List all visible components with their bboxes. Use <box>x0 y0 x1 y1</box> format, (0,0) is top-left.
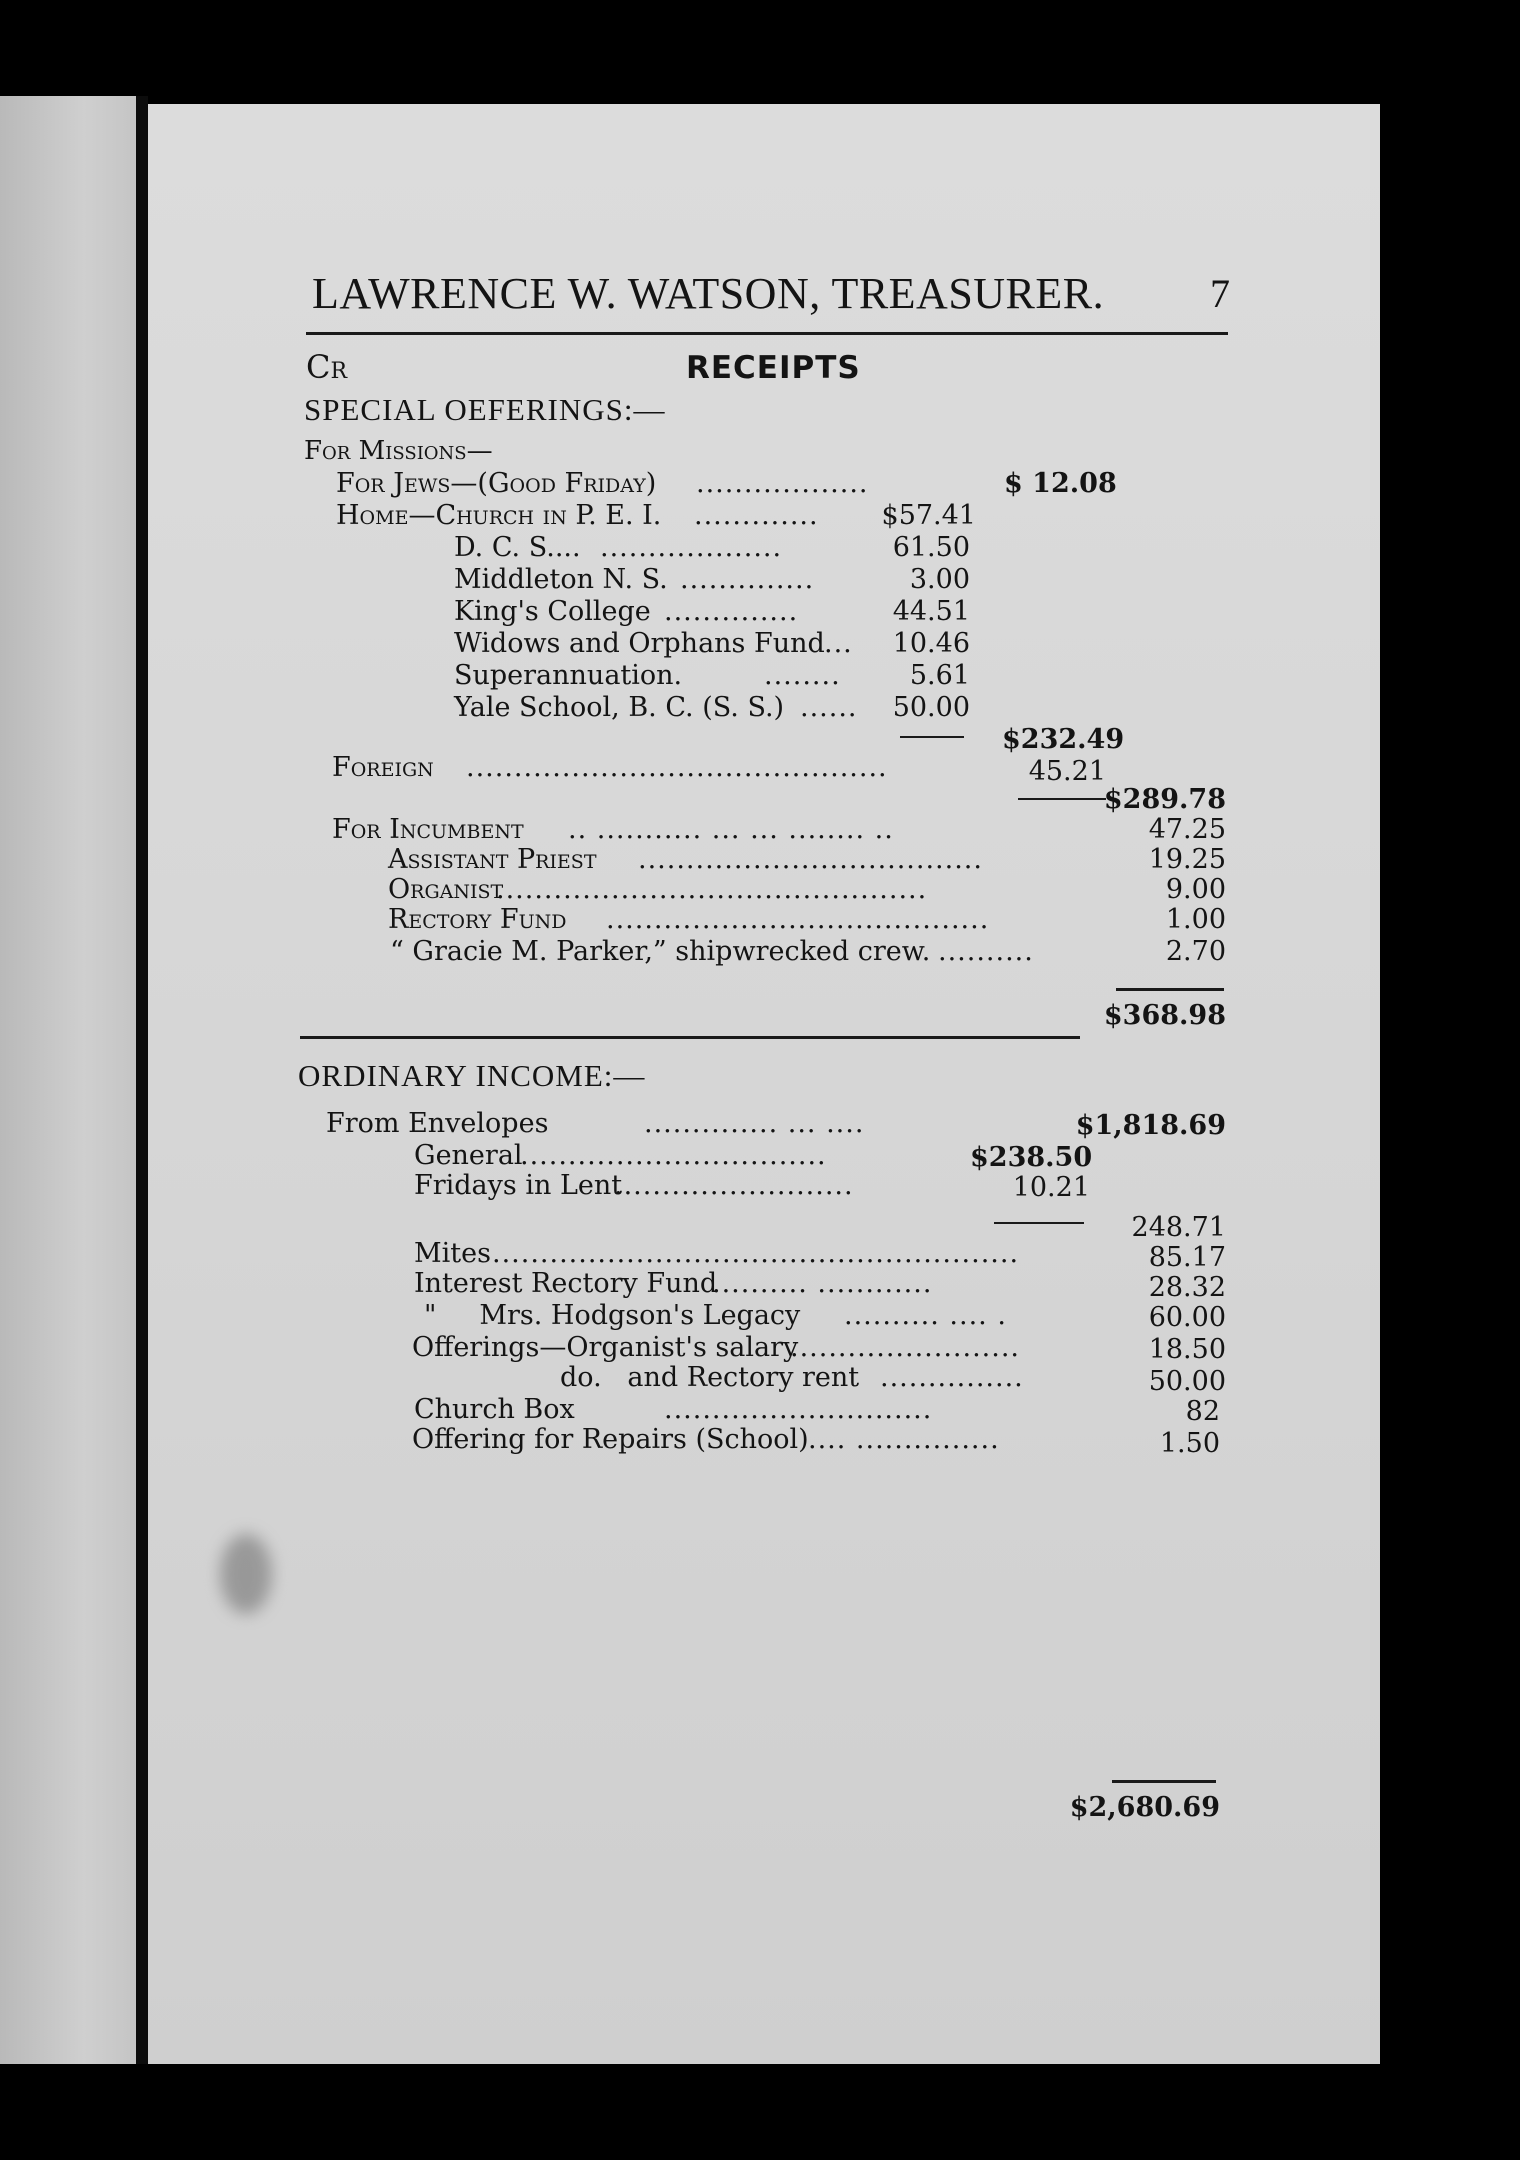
jews-label: For Jews—(Good Friday) <box>336 468 657 499</box>
ordinary-item-amount: 1.50 <box>1159 1428 1220 1459</box>
ordinary-item-label: do. and Rectory rent <box>560 1362 860 1393</box>
home-amount: $57.41 <box>881 500 976 531</box>
header-rule <box>306 332 1228 335</box>
special-total: $368.98 <box>1103 1000 1226 1031</box>
envelopes-label: From Envelopes <box>326 1108 549 1139</box>
ink-blot <box>220 1534 272 1614</box>
other-item-dots: ............................................. <box>496 874 928 905</box>
other-item-label: “ Gracie M. Parker,” shipwrecked crew. <box>390 936 931 967</box>
ordinary-item-amount: 18.50 <box>1148 1334 1226 1365</box>
special-offerings-heading: SPECIAL OEFERINGS:— <box>304 392 666 427</box>
home-item-label: Middleton N. S. <box>454 564 668 595</box>
fridays-label: Fridays in Lent <box>414 1170 623 1201</box>
ordinary-item-label: " Mrs. Hodgson's Legacy <box>424 1300 801 1331</box>
other-item-label: Organist <box>388 874 504 905</box>
ordinary-item-amount: 50.00 <box>1148 1366 1226 1397</box>
adjacent-page-edge <box>0 96 140 2064</box>
ordinary-item-amount: 60.00 <box>1148 1302 1226 1333</box>
general-label: General <box>414 1140 523 1171</box>
special-total-rule <box>1116 988 1224 991</box>
ordinary-item-amount: 82 <box>1185 1396 1220 1427</box>
ordinary-item-label: Church Box <box>414 1394 575 1425</box>
home-item-amount: 3.00 <box>909 564 970 595</box>
running-title: LAWRENCE W. WATSON, TREASURER. <box>312 269 1105 318</box>
home-item-label: Yale School, B. C. (S. S.) <box>454 692 785 723</box>
ordinary-item-amount: 85.17 <box>1148 1242 1226 1273</box>
home-item-amount: 50.00 <box>892 692 970 723</box>
envelopes-amount: $1,818.69 <box>1075 1110 1226 1141</box>
home-subtotal-rule <box>900 736 964 738</box>
ordinary-item-dots: ............... <box>880 1362 1024 1393</box>
ordinary-item-dots: ........................ <box>790 1332 1020 1363</box>
home-item-amount: 10.46 <box>892 628 970 659</box>
envelopes-subtotal-rule <box>994 1222 1084 1224</box>
home-item-dots: ... <box>824 628 853 659</box>
home-item-label: Superannuation. <box>454 660 683 691</box>
incumbent-amount: 47.25 <box>1148 814 1226 845</box>
foreign-label: Foreign <box>332 752 434 783</box>
grand-total-rule <box>1112 1780 1216 1783</box>
other-item-amount: 9.00 <box>1165 874 1226 905</box>
foreign-dots: ............................................ <box>466 752 888 783</box>
home-item-amount: 44.51 <box>892 596 970 627</box>
missions-heading: For Missions— <box>304 436 493 466</box>
home-item-dots: ........ <box>764 660 841 691</box>
general-dots: ................................ <box>520 1140 827 1171</box>
home-dots: ............. <box>694 500 819 531</box>
home-item-dots: ...... <box>800 692 858 723</box>
home-item-dots: ................... <box>600 532 783 563</box>
ordinary-item-dots: ....................................................... <box>492 1238 1020 1269</box>
home-item-label: Widows and Orphans Fund <box>454 628 825 659</box>
home-item-amount: 61.50 <box>892 532 970 563</box>
envelopes-subtotal: 248.71 <box>1131 1212 1226 1243</box>
incumbent-label: For Incumbent <box>332 814 524 845</box>
book-spine <box>136 96 148 2064</box>
cr-label: Cr <box>306 348 348 386</box>
other-item-label: Assistant Priest <box>388 844 597 875</box>
ordinary-income-heading: ORDINARY INCOME:— <box>298 1058 646 1093</box>
page-number: 7 <box>1210 271 1231 316</box>
ordinary-item-amount: 28.32 <box>1148 1272 1226 1303</box>
ordinary-item-label: Offerings—Organist's salary <box>412 1332 799 1363</box>
section-divider-rule <box>300 1036 1080 1039</box>
general-amount: $238.50 <box>970 1142 1093 1173</box>
other-item-amount: 19.25 <box>1148 844 1226 875</box>
section-title: RECEIPTS <box>686 350 861 386</box>
ordinary-item-label: Interest Rectory Fund <box>414 1268 718 1299</box>
foreign-amount: 45.21 <box>1028 756 1106 787</box>
other-item-dots: .......... <box>938 936 1034 967</box>
ordinary-item-dots: .... ............... <box>808 1424 1000 1455</box>
ordinary-item-dots: .......... .... . <box>844 1300 1007 1331</box>
home-item-dots: .............. <box>680 564 815 595</box>
ordinary-item-label: Mites <box>414 1238 491 1269</box>
jews-dots: .................. <box>696 468 869 499</box>
home-subtotal: $232.49 <box>1002 724 1125 755</box>
incumbent-dots: .. ........... ... ... ........ .. <box>568 814 894 845</box>
other-item-label: Rectory Fund <box>388 904 567 935</box>
ordinary-item-dots: ............................ <box>664 1394 933 1425</box>
other-item-dots: .................................... <box>638 844 983 875</box>
home-item-label: D. C. S.... <box>454 532 581 563</box>
envelopes-dots: .............. ... .... <box>644 1108 865 1139</box>
fridays-amount: 10.21 <box>1012 1172 1090 1203</box>
home-label: Home—Church in P. E. I. <box>336 500 662 531</box>
fridays-dots: ......................... <box>614 1170 854 1201</box>
other-item-amount: 1.00 <box>1165 904 1226 935</box>
grand-total: $2,680.69 <box>1069 1792 1220 1823</box>
missions-total-rule <box>1018 798 1106 800</box>
home-item-dots: .............. <box>664 596 799 627</box>
home-item-amount: 5.61 <box>909 660 970 691</box>
jews-amount: $ 12.08 <box>1004 468 1117 499</box>
missions-total: $289.78 <box>1103 784 1226 815</box>
ordinary-item-dots: .......... ............ <box>712 1268 933 1299</box>
ordinary-item-label: Offering for Repairs (School) <box>412 1424 809 1455</box>
home-item-label: King's College <box>454 596 651 627</box>
other-item-amount: 2.70 <box>1165 936 1226 967</box>
other-item-dots: ........................................ <box>606 904 990 935</box>
